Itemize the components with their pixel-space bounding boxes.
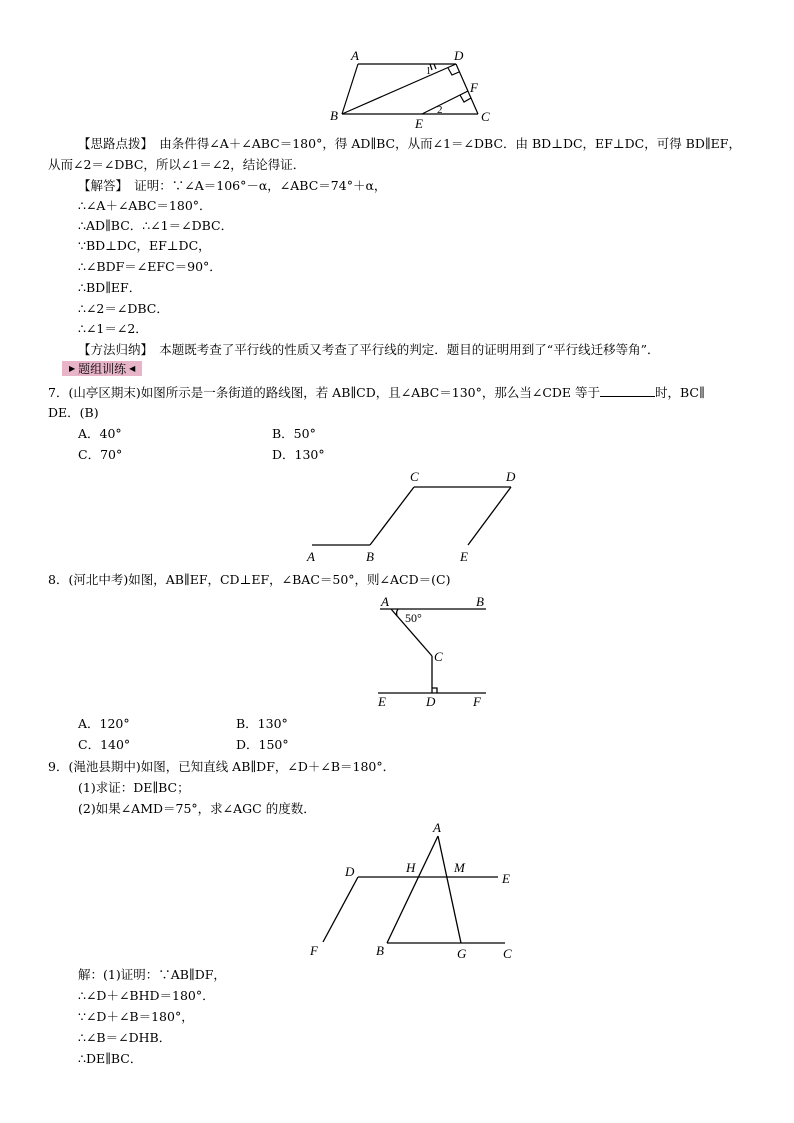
answer-step: ∴AD∥BC．∴∠1＝∠DBC．	[78, 218, 234, 233]
label-C: C	[434, 649, 443, 664]
q9-solution-line: ∵∠D＋∠B＝180°，	[78, 1009, 194, 1024]
label-D: D	[506, 469, 516, 484]
label-E: E	[415, 116, 423, 131]
answer-step: ∴∠2＝∠DBC．	[78, 301, 169, 316]
q7-option-a: A．40°	[78, 426, 122, 441]
method-summary: 【方法归纳】 本题既考查了平行线的性质又考查了平行线的判定．题目的证明用到了“平行线迁移等角”．	[78, 342, 660, 357]
q9-solution-line: 解：(1)证明：∵AB∥DF，	[78, 967, 226, 982]
label-B: B	[476, 594, 484, 609]
answer-step: ∴∠BDF＝∠EFC＝90°．	[78, 259, 222, 274]
label-C: C	[503, 946, 512, 961]
label-C: C	[410, 469, 419, 484]
q7-option-d: D．130°	[272, 447, 325, 462]
label-D: D	[345, 864, 355, 879]
label-D: D	[426, 694, 436, 709]
q8-option-b: B．130°	[236, 716, 288, 731]
label-E: E	[502, 871, 510, 886]
q9-part-2: (2)如果∠AMD＝75°，求∠AGC 的度数．	[78, 801, 316, 816]
label-2: 2	[437, 104, 443, 116]
triangle-right-icon: ▶	[69, 364, 76, 373]
label-A: A	[433, 820, 441, 835]
label-H: H	[406, 860, 416, 875]
label-E: E	[460, 549, 468, 564]
label-D: D	[454, 48, 464, 63]
label-1: 1	[426, 66, 431, 77]
label-angle: 50°	[405, 611, 422, 625]
answer-step: ∵BD⊥DC，EF⊥DC，	[78, 238, 211, 253]
q7-option-c: C．70°	[78, 447, 123, 462]
label-F: F	[470, 80, 478, 95]
label-G: G	[457, 946, 467, 961]
tips-line-1: 【思路点拨】 由条件得∠A＋∠ABC＝180°，得 AD∥BC，从而∠1＝∠DBC．由 BD⊥DC，EF⊥DC，可得 BD∥EF，	[78, 136, 741, 151]
label-F: F	[473, 694, 481, 709]
answer-step: ∴BD∥EF．	[78, 280, 142, 295]
banner-label: 题组训练	[78, 362, 127, 376]
label-C: C	[481, 109, 490, 124]
answer-step: ∴∠A＋∠ABC＝180°．	[78, 198, 212, 213]
q8-option-d: D．150°	[236, 737, 289, 752]
q9-solution-line: ∴DE∥BC．	[78, 1051, 143, 1066]
q8-option-a: A．120°	[78, 716, 130, 731]
answer-step: ∴∠1＝∠2．	[78, 321, 148, 336]
label-E: E	[378, 694, 386, 709]
q8-stem: 8．(河北中考)如图，AB∥EF，CD⊥EF，∠BAC＝50°，则∠ACD＝(C)	[48, 572, 451, 587]
label-B: B	[330, 108, 338, 123]
label-B: B	[376, 943, 384, 958]
q7-stem-a: 7．(山亭区期末)如图所示是一条街道的路线图，若 AB∥CD，且∠ABC＝130°，那么当∠CDE 等于	[48, 385, 601, 400]
q9-solution-line: ∴∠B＝∠DHB．	[78, 1030, 172, 1045]
q7-stem-cont: DE．(B)	[48, 405, 99, 420]
label-B: B	[366, 549, 374, 564]
q7-option-b: B．50°	[272, 426, 316, 441]
label-A: A	[351, 48, 359, 63]
q7-stem-b: 时，BC∥	[655, 385, 705, 400]
answer-head: 【解答】 证明：∵∠A＝106°－α，∠ABC＝74°＋α，	[78, 178, 387, 193]
q8-option-c: C．140°	[78, 737, 131, 752]
label-A: A	[381, 594, 389, 609]
label-A: A	[307, 549, 315, 564]
q9-stem: 9．(渑池县期中)如图，已知直线 AB∥DF，∠D＋∠B＝180°．	[48, 759, 396, 774]
tips-line-2: 从而∠2＝∠DBC，所以∠1＝∠2，结论得证．	[48, 157, 306, 172]
label-F: F	[310, 943, 318, 958]
triangle-left-icon: ◀	[129, 364, 136, 373]
q9-part-1: (1)求证：DE∥BC；	[78, 780, 190, 795]
q9-solution-line: ∴∠D＋∠BHD＝180°．	[78, 988, 215, 1003]
label-M: M	[454, 860, 465, 875]
